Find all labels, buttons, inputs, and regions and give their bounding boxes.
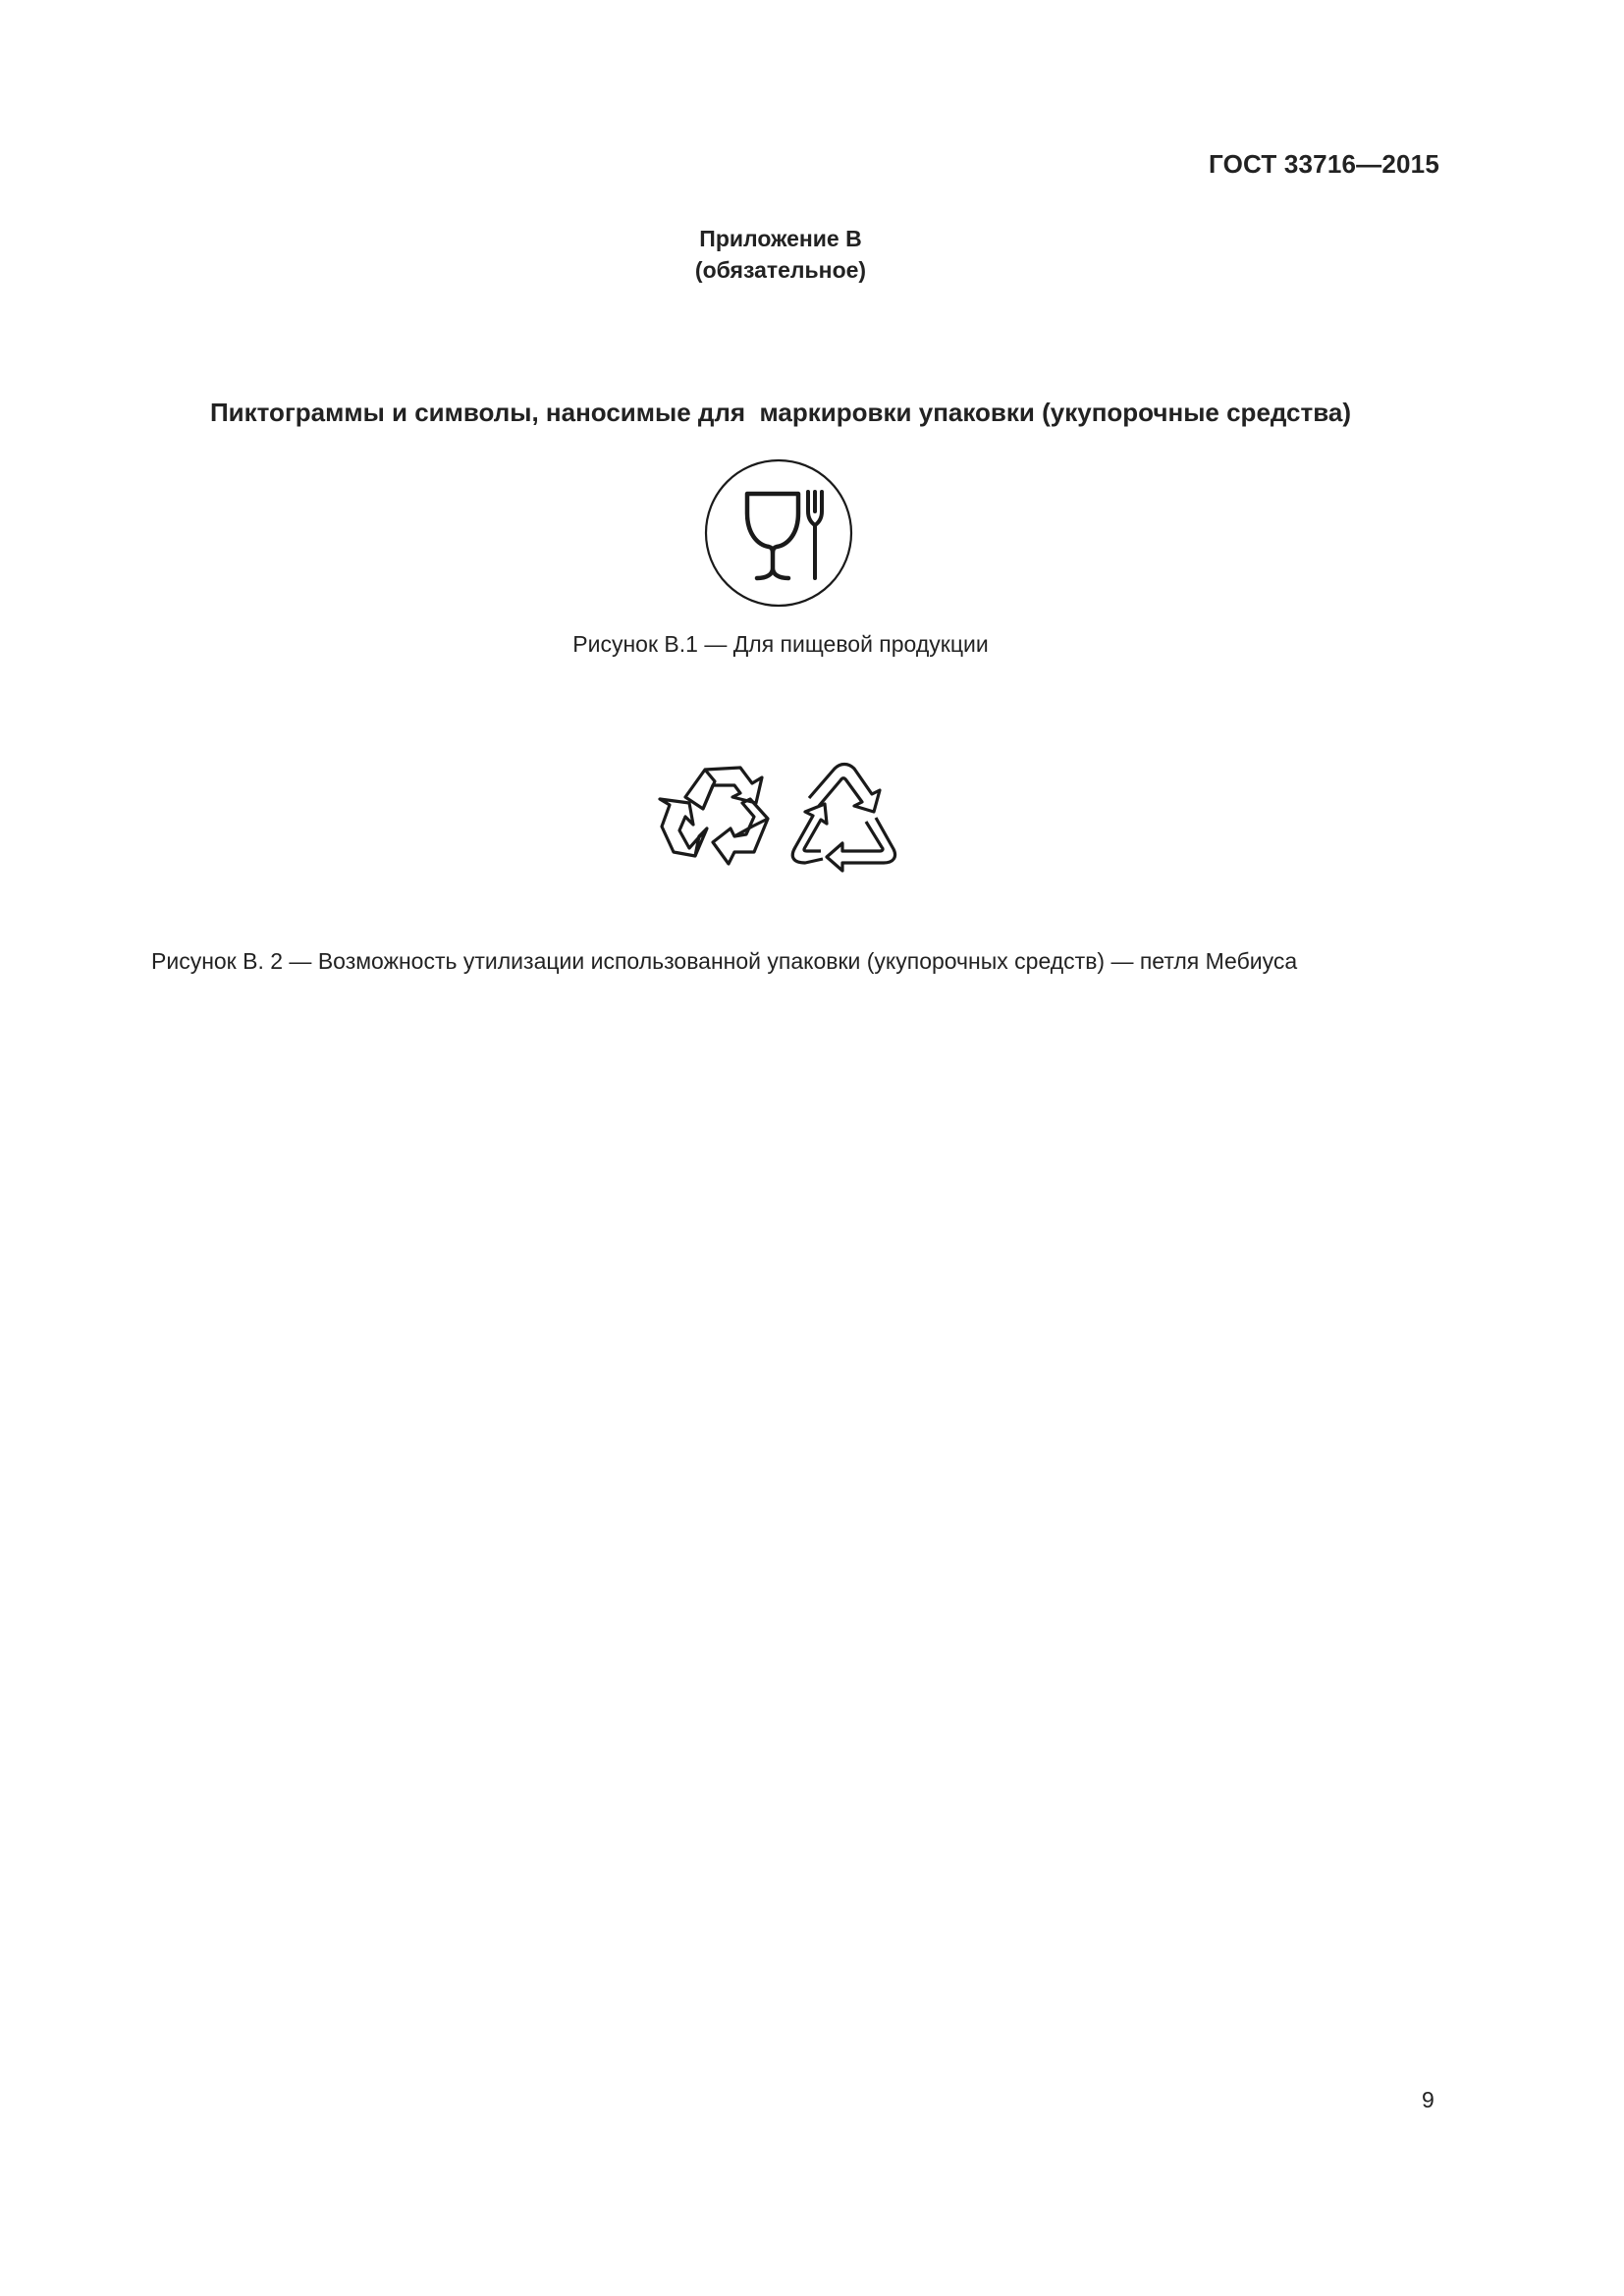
appendix-status: (обязательное)	[694, 257, 867, 283]
food-contact-icon	[702, 456, 855, 610]
recycle-triangle-loop-icon	[785, 761, 903, 879]
figure-caption-b1: Рисунок В.1 — Для пищевой продукции	[572, 631, 989, 657]
page-number: 9	[1422, 2087, 1435, 2112]
recycle-mobius-loop-icon	[656, 758, 780, 881]
figure-caption-b2: Рисунок В. 2 — Возможность утилизации использованной упаковки (укупорочных средств) — петля Мебиуса	[151, 948, 1298, 974]
appendix-title: Приложение В	[699, 226, 862, 251]
document-code: ГОСТ 33716—2015	[1209, 149, 1439, 179]
section-title: Пиктограммы и символы, наносимые для маркировки упаковки (укупорочные средства)	[209, 398, 1352, 427]
